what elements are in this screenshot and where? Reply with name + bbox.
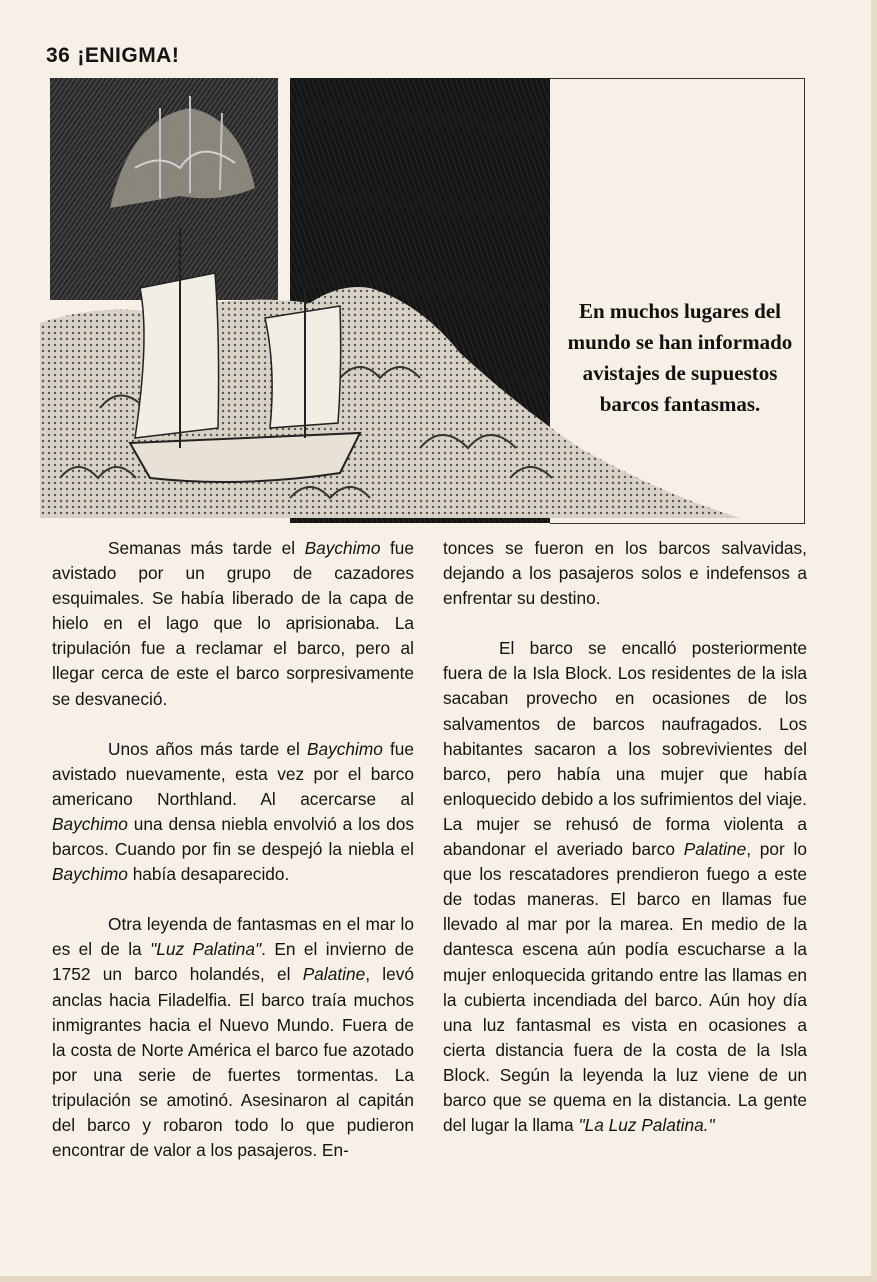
text-run: . En el invierno de 1752 un barco holandés, el [52, 939, 414, 985]
paragraph [52, 737, 414, 888]
italic-text: "Luz Palatina" [150, 939, 262, 960]
italic-text: Baychimo [304, 538, 381, 558]
page-header [46, 44, 179, 68]
text-run: Semanas más tarde el [108, 538, 305, 558]
text-run: , levó anclas hacia Filadelfia. El barco traía muchos inmigrantes hacia el Nuevo Mundo. Fuera de la costa de Norte América el barco fue azotado por una serie de fuertes tormentas. La tripulación se amotinó. Asesinaron al capitán del barco y robaron todo lo que pudieron encontrar de valor a los pasajeros. En- [52, 964, 414, 1161]
text-run: El barco se encalló posteriormente fuera de la Isla Block. Los residentes de la isla sacaban provecho en ocasiones de los salvamentos de barcos naufragados. Los habitantes sacaron a los sobrevivientes del barco, pero había una mujer que había enloquecido debido a los sufrimientos del viaje. La mujer se rehusó de forma violenta a abandonar el averiado barco [443, 638, 807, 860]
page-title: ¡ENIGMA! [77, 44, 180, 67]
italic-text: Baychimo [306, 738, 383, 759]
italic-text: Palatine [683, 839, 747, 860]
text-run: Otra leyenda de fantasmas en el mar lo es el de la [52, 914, 414, 960]
text-column-right [443, 536, 807, 1138]
paragraph-gap [443, 611, 807, 636]
paragraph [52, 536, 414, 712]
italic-text: Baychimo [52, 864, 128, 885]
italic-text: "La Luz Palatina." [578, 1115, 715, 1136]
paragraph-gap [52, 712, 414, 737]
text-run: fue avistado nuevamente, esta vez por el barco americano Northland. Al acercarse al [52, 738, 414, 809]
italic-text: Palatine [302, 964, 366, 985]
text-run: había desaparecido. [127, 864, 290, 885]
paragraph-gap [52, 887, 414, 912]
text-run: , por lo que los rescatadores prendieron fuego a este de todas maneras. El barco en llamas fue llevado al mar por la marea. En medio de la dantesca escena aún podía escucharse a la mujer enloquecida gritando entre las llamas en la cubierta incendiada del barco. Aún hoy día una luz fantasmal es vista en ocasiones a cierta distancia fuera de la costa de la Isla Block. Según la leyenda la luz viene de un barco que se quema en la distancia. La gente del lugar la llama [443, 839, 807, 1136]
text-column-left [52, 536, 414, 1163]
page-number: 36 [46, 44, 71, 67]
paragraph [443, 636, 807, 1138]
paragraph [443, 536, 807, 611]
text-run: tonces se fueron en los barcos salvavidas, dejando a los pasajeros solos e indefensos a enfrentar su destino. [443, 538, 807, 609]
text-run: una densa niebla envolvió a los dos barcos. Cuando por fin se despejó la niebla el [52, 813, 414, 860]
text-run: Unos años más tarde el [108, 738, 307, 759]
text-run: fue avistado por un grupo de cazadores esquimales. Se había liberado de la capa de hielo en el lago que lo aprisionaba. La tripulación fue a reclamar el barco, pero al llegar cerca de este el barco sorpresivamente se desvaneció. [52, 538, 414, 709]
italic-text: Baychimo [52, 813, 128, 834]
paragraph [52, 912, 414, 1163]
illustration-caption: En muchos lugares del mundo se han informado avistajes de supuestos barcos fantasmas. [567, 299, 793, 416]
